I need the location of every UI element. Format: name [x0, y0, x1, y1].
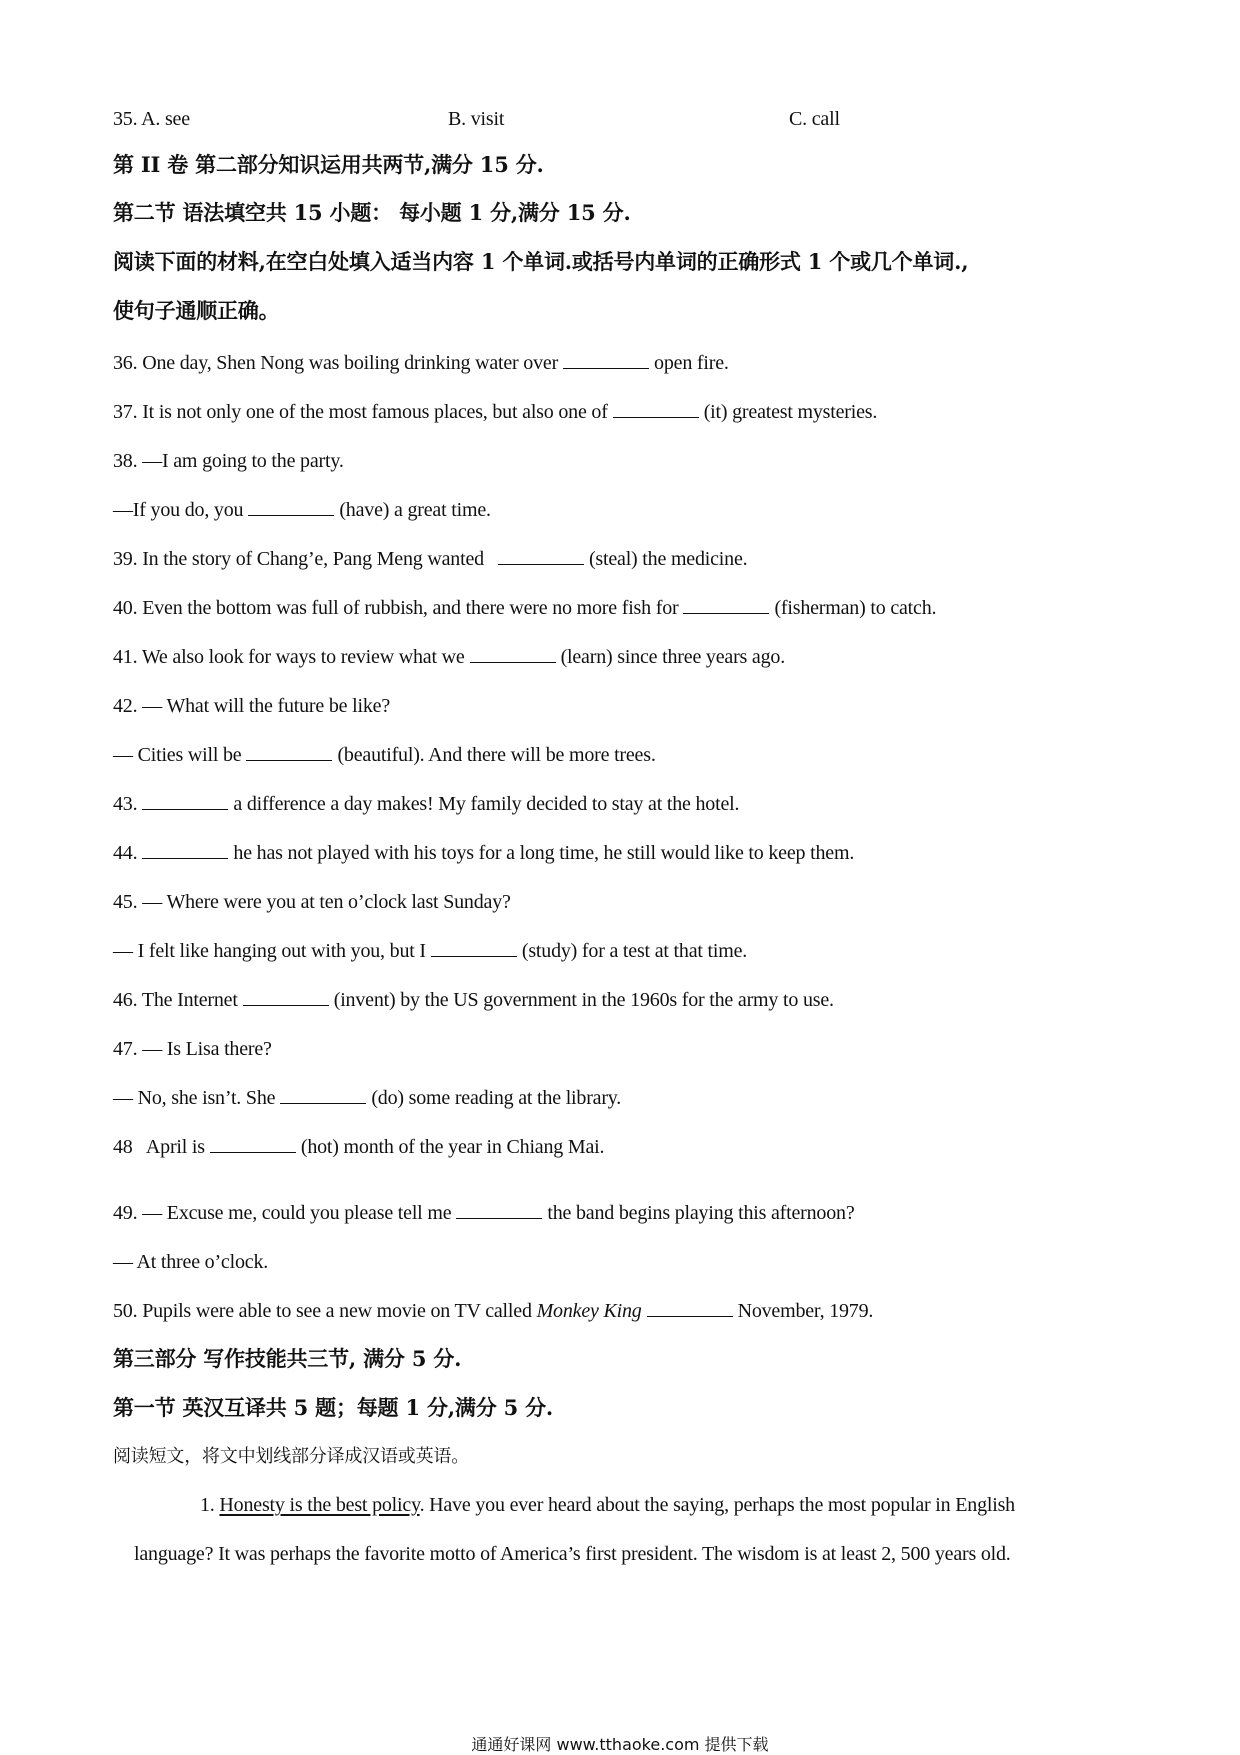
question-35 — [113, 106, 913, 132]
answer-blank — [613, 399, 699, 418]
question-48 — [113, 1134, 604, 1160]
part3-heading: 第三部分 写作技能共三节, 满分 5 分. — [113, 1346, 462, 1371]
question-text-end: (study) for a test at that time. — [521, 940, 748, 962]
question-46 — [113, 987, 834, 1013]
question-text: — Cities will be — [113, 744, 242, 766]
question-text-end: November, 1979. — [737, 1300, 874, 1322]
question-49-reply — [113, 1249, 268, 1275]
page-footer: 通通好课网 www.tthaoke.com 提供下载 — [471, 1735, 769, 1754]
question-42-reply — [113, 742, 656, 768]
question-text: 37. It is not only one of the most famous places, but also one of — [113, 401, 608, 423]
question-text-end: (fisherman) to catch. — [774, 597, 937, 619]
answer-blank — [470, 644, 556, 663]
question-number: 44. — [113, 842, 138, 864]
question-41 — [113, 644, 785, 670]
answer-blank — [431, 938, 517, 957]
answer-blank — [243, 987, 329, 1006]
part2-heading: 第 II 卷 第二部分知识运用共两节,满分 15 分. — [113, 152, 544, 177]
question-50 — [113, 1298, 873, 1324]
question-text: 41. We also look for ways to review what we — [113, 646, 465, 668]
answer-blank — [246, 742, 332, 761]
question-text: 46. The Internet — [113, 989, 238, 1011]
answer-blank — [280, 1085, 366, 1104]
answer-blank — [456, 1200, 542, 1219]
question-text-end: (it) greatest mysteries. — [703, 401, 878, 423]
passage-line-1 — [200, 1492, 1015, 1518]
question-36 — [113, 350, 729, 376]
question-text-end: he has not played with his toys for a long time, he still would like to keep them. — [233, 842, 855, 864]
question-text: 50. Pupils were able to see a new movie on TV called — [113, 1300, 532, 1322]
question-42 — [113, 693, 390, 719]
answer-blank — [142, 840, 228, 859]
answer-blank — [683, 595, 769, 614]
section2-heading: 第二节 语法填空共 15 小题： 每小题 1 分,满分 15 分. — [113, 200, 631, 225]
option-c: C. call — [789, 108, 840, 130]
option-a: 35. A. see — [113, 108, 190, 130]
question-text-end: (learn) since three years ago. — [560, 646, 785, 668]
question-text-end: a difference a day makes! My family decided to stay at the hotel. — [233, 793, 740, 815]
question-text-end: (do) some reading at the library. — [371, 1087, 622, 1109]
instructions-line-1: 阅读下面的材料,在空白处填入适当内容 1 个单词.或括号内单词的正确形式 1 个或几个单词., — [113, 249, 969, 274]
question-45-reply — [113, 938, 747, 964]
question-38-reply — [113, 497, 491, 523]
underlined-phrase: Honesty is the best policy — [219, 1494, 420, 1516]
question-text-end: (have) a great time. — [339, 499, 491, 521]
question-text: 42. — What will the future be like? — [113, 695, 390, 717]
option-b: B. visit — [448, 108, 505, 130]
question-44 — [113, 840, 854, 866]
question-text: — I felt like hanging out with you, but I — [113, 940, 426, 962]
question-text-end: (invent) by the US government in the 1960s for the army to use. — [333, 989, 834, 1011]
passage-line-2: language? It was perhaps the favorite motto of America’s first president. The wisdom is at least 2, 500 years old. — [134, 1543, 1011, 1565]
question-text: 48 April is — [113, 1136, 205, 1158]
movie-title: Monkey King — [536, 1300, 642, 1322]
question-37 — [113, 399, 877, 425]
question-text: 39. In the story of Chang’e, Pang Meng wanted — [113, 548, 484, 570]
passage-number: 1. — [200, 1494, 215, 1516]
question-text-end: (hot) month of the year in Chiang Mai. — [300, 1136, 605, 1158]
question-text: — No, she isn’t. She — [113, 1087, 276, 1109]
question-text: 45. — Where were you at ten o’clock last Sunday? — [113, 891, 511, 913]
part3-instructions: 阅读短文，将文中划线部分译成汉语或英语。 — [113, 1446, 469, 1467]
question-text: 40. Even the bottom was full of rubbish, and there were no more fish for — [113, 597, 679, 619]
instructions-line-2: 使句子通顺正确。 — [113, 298, 280, 323]
question-47-reply — [113, 1085, 621, 1111]
question-text: —If you do, you — [113, 499, 244, 521]
question-40 — [113, 595, 936, 621]
question-text-end: (beautiful). And there will be more trees. — [337, 744, 656, 766]
question-43 — [113, 791, 739, 817]
answer-blank — [498, 546, 584, 565]
question-45 — [113, 889, 511, 915]
question-text: 36. One day, Shen Nong was boiling drinking water over — [113, 352, 559, 374]
answer-blank — [248, 497, 334, 516]
question-text: 38. —I am going to the party. — [113, 450, 344, 472]
question-text-end: open fire. — [654, 352, 729, 374]
question-text: 49. — Excuse me, could you please tell me — [113, 1202, 452, 1224]
answer-blank — [142, 791, 228, 810]
question-number: 43. — [113, 793, 138, 815]
answer-blank — [563, 350, 649, 369]
passage-text: . Have you ever heard about the saying, perhaps the most popular in English — [419, 1494, 1015, 1516]
part3-section1-heading: 第一节 英汉互译共 5 题；每题 1 分,满分 5 分. — [113, 1395, 554, 1420]
question-39 — [113, 546, 747, 572]
question-49 — [113, 1200, 855, 1226]
question-text: 47. — Is Lisa there? — [113, 1038, 272, 1060]
question-47 — [113, 1036, 272, 1062]
question-38 — [113, 448, 344, 474]
question-text-end: the band begins playing this afternoon? — [547, 1202, 855, 1224]
question-text-end: (steal) the medicine. — [588, 548, 748, 570]
question-text: — At three o’clock. — [113, 1251, 269, 1273]
answer-blank — [210, 1134, 296, 1153]
answer-blank — [647, 1298, 733, 1317]
